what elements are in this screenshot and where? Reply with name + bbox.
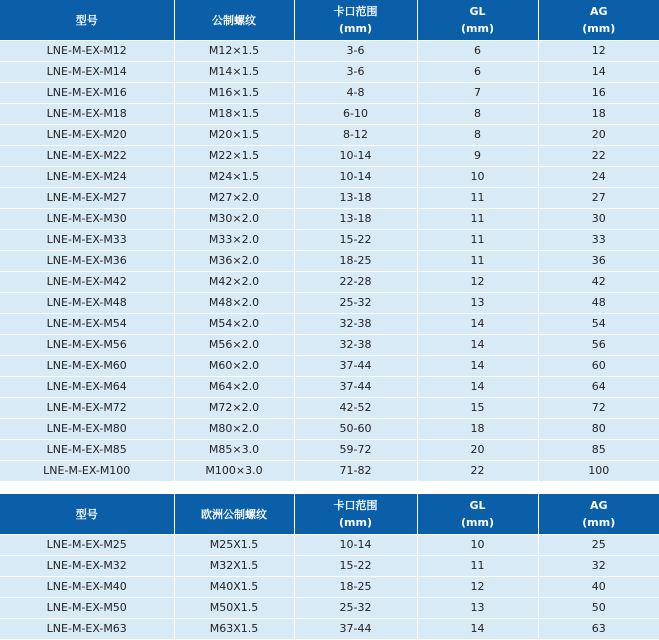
cell-clamp-range: 8-12 [294,125,417,146]
column-header-ag [538,494,659,535]
cell-model: LNE-M-EX-M30 [0,209,174,230]
cell-thread: M42×2.0 [174,272,294,293]
cell-model: LNE-M-EX-M50 [0,598,174,619]
column-header-clamp-range [294,494,417,535]
table-row [0,230,659,251]
table-body [0,41,659,482]
cell-gl: 6 [417,62,538,83]
table-row [0,577,659,598]
cell-gl: 20 [417,440,538,461]
cell-clamp-range: 50-60 [294,419,417,440]
cell-ag: 18 [538,104,659,125]
cell-model: LNE-M-EX-M63 [0,619,174,640]
column-header-thread [174,494,294,535]
cell-ag: 20 [538,125,659,146]
table-row [0,314,659,335]
cell-model: LNE-M-EX-M80 [0,419,174,440]
cell-thread: M40X1.5 [174,577,294,598]
cell-model: LNE-M-EX-M54 [0,314,174,335]
table-row [0,619,659,640]
cell-model: LNE-M-EX-M27 [0,188,174,209]
cell-clamp-range: 4-8 [294,83,417,104]
table-row [0,167,659,188]
cell-gl: 13 [417,598,538,619]
cell-gl: 11 [417,209,538,230]
table-row [0,41,659,62]
cell-model: LNE-M-EX-M64 [0,377,174,398]
cell-thread: M85×3.0 [174,440,294,461]
cell-ag: 25 [538,535,659,556]
cell-model: LNE-M-EX-M33 [0,230,174,251]
cell-gl: 22 [417,461,538,482]
column-header-label: 型号 [75,13,98,27]
cell-gl: 10 [417,167,538,188]
cell-clamp-range: 15-22 [294,230,417,251]
cell-gl: 14 [417,356,538,377]
european-thread-spec-table [0,494,659,640]
cell-clamp-range: 32-38 [294,314,417,335]
cell-clamp-range: 18-25 [294,251,417,272]
column-header-clamp-range [294,0,417,41]
cell-gl: 6 [417,41,538,62]
table-row [0,272,659,293]
table-row [0,461,659,482]
cell-clamp-range: 3-6 [294,41,417,62]
table-row [0,146,659,167]
cell-model: LNE-M-EX-M56 [0,335,174,356]
cell-thread: M14×1.5 [174,62,294,83]
table-row [0,556,659,577]
cell-clamp-range: 6-10 [294,104,417,125]
cell-ag: 12 [538,41,659,62]
cell-gl: 14 [417,335,538,356]
table-row [0,251,659,272]
cell-gl: 15 [417,398,538,419]
cell-model: LNE-M-EX-M22 [0,146,174,167]
cell-clamp-range: 10-14 [294,535,417,556]
cell-ag: 80 [538,419,659,440]
cell-thread: M60×2.0 [174,356,294,377]
table-row [0,377,659,398]
cell-thread: M25X1.5 [174,535,294,556]
cell-model: LNE-M-EX-M100 [0,461,174,482]
cell-gl: 11 [417,230,538,251]
cell-gl: 11 [417,188,538,209]
cell-model: LNE-M-EX-M12 [0,41,174,62]
cell-model: LNE-M-EX-M85 [0,440,174,461]
column-header-unit: (mm) [461,22,494,35]
cell-clamp-range: 37-44 [294,377,417,398]
cell-clamp-range: 10-14 [294,146,417,167]
column-header-unit: (mm) [582,516,616,529]
table-header [0,0,659,41]
cell-gl: 12 [417,272,538,293]
cell-ag: 48 [538,293,659,314]
cell-ag: 16 [538,83,659,104]
cell-ag: 33 [538,230,659,251]
cell-thread: M36×2.0 [174,251,294,272]
cell-thread: M18×1.5 [174,104,294,125]
table-row [0,83,659,104]
cell-clamp-range: 37-44 [294,619,417,640]
cell-model: LNE-M-EX-M72 [0,398,174,419]
cell-ag: 27 [538,188,659,209]
table-row [0,398,659,419]
column-header-label: GL [469,499,486,512]
cell-clamp-range: 3-6 [294,62,417,83]
cell-clamp-range: 13-18 [294,209,417,230]
cell-model: LNE-M-EX-M42 [0,272,174,293]
cell-model: LNE-M-EX-M24 [0,167,174,188]
column-header-gl [417,494,538,535]
cell-clamp-range: 37-44 [294,356,417,377]
cell-gl: 10 [417,535,538,556]
table-row [0,335,659,356]
cell-ag: 60 [538,356,659,377]
cell-gl: 8 [417,125,538,146]
table-row [0,188,659,209]
column-header-label: AG [589,5,608,18]
cell-thread: M32X1.5 [174,556,294,577]
cell-thread: M30×2.0 [174,209,294,230]
cell-thread: M33×2.0 [174,230,294,251]
cell-clamp-range: 25-32 [294,293,417,314]
column-header-label: 欧洲公制螺纹 [201,507,267,521]
table-row [0,209,659,230]
table-row [0,419,659,440]
column-header-thread [174,0,294,41]
cell-ag: 32 [538,556,659,577]
column-header-unit: (mm) [461,516,494,529]
column-header-label: AG [589,499,608,512]
cell-model: LNE-M-EX-M60 [0,356,174,377]
cell-model: LNE-M-EX-M32 [0,556,174,577]
cell-clamp-range: 59-72 [294,440,417,461]
table-row [0,440,659,461]
cell-model: LNE-M-EX-M48 [0,293,174,314]
column-header-ag [538,0,659,41]
cell-ag: 72 [538,398,659,419]
cell-ag: 50 [538,598,659,619]
cell-clamp-range: 71-82 [294,461,417,482]
cell-ag: 22 [538,146,659,167]
cell-thread: M27×2.0 [174,188,294,209]
cell-thread: M64×2.0 [174,377,294,398]
cell-thread: M12×1.5 [174,41,294,62]
cell-clamp-range: 42-52 [294,398,417,419]
cell-ag: 63 [538,619,659,640]
cell-clamp-range: 10-14 [294,167,417,188]
cell-thread: M16×1.5 [174,83,294,104]
table-body [0,535,659,640]
cell-thread: M20×1.5 [174,125,294,146]
cell-thread: M22×1.5 [174,146,294,167]
column-header-label: 型号 [75,507,98,521]
cell-clamp-range: 15-22 [294,556,417,577]
table-row [0,535,659,556]
table-row [0,125,659,146]
cell-gl: 11 [417,556,538,577]
table-row [0,356,659,377]
cell-ag: 24 [538,167,659,188]
cell-gl: 14 [417,619,538,640]
cell-thread: M48×2.0 [174,293,294,314]
cell-gl: 9 [417,146,538,167]
table-header [0,494,659,535]
cell-thread: M50X1.5 [174,598,294,619]
column-header-gl [417,0,538,41]
cell-model: LNE-M-EX-M20 [0,125,174,146]
cell-model: LNE-M-EX-M16 [0,83,174,104]
table-row [0,293,659,314]
cell-ag: 100 [538,461,659,482]
cell-clamp-range: 22-28 [294,272,417,293]
cell-clamp-range: 13-18 [294,188,417,209]
cell-ag: 40 [538,577,659,598]
cell-model: LNE-M-EX-M40 [0,577,174,598]
cell-ag: 64 [538,377,659,398]
column-header-label: 公制螺纹 [212,13,256,27]
column-header-label: 卡口范围 [333,499,378,512]
cell-thread: M80×2.0 [174,419,294,440]
cell-ag: 56 [538,335,659,356]
cell-ag: 36 [538,251,659,272]
cell-ag: 54 [538,314,659,335]
column-header-model [0,0,174,41]
cell-gl: 14 [417,314,538,335]
cell-ag: 42 [538,272,659,293]
cell-thread: M63X1.5 [174,619,294,640]
cell-thread: M54×2.0 [174,314,294,335]
cell-ag: 85 [538,440,659,461]
cell-gl: 7 [417,83,538,104]
cell-ag: 14 [538,62,659,83]
table-row [0,62,659,83]
cell-model: LNE-M-EX-M25 [0,535,174,556]
cell-gl: 18 [417,419,538,440]
column-header-unit: (mm) [339,516,372,529]
column-header-model [0,494,174,535]
cell-model: LNE-M-EX-M36 [0,251,174,272]
cell-clamp-range: 32-38 [294,335,417,356]
cell-gl: 12 [417,577,538,598]
cell-ag: 30 [538,209,659,230]
cell-gl: 13 [417,293,538,314]
cell-gl: 8 [417,104,538,125]
cell-thread: M24×1.5 [174,167,294,188]
table-row [0,598,659,619]
table-row [0,104,659,125]
column-header-label: GL [469,5,486,18]
cell-clamp-range: 25-32 [294,598,417,619]
cell-thread: M72×2.0 [174,398,294,419]
column-header-unit: (mm) [582,22,616,35]
cell-clamp-range: 18-25 [294,577,417,598]
cell-gl: 14 [417,377,538,398]
cell-thread: M56×2.0 [174,335,294,356]
column-header-label: 卡口范围 [333,5,378,18]
column-header-unit: (mm) [339,22,372,35]
cell-model: LNE-M-EX-M18 [0,104,174,125]
cell-thread: M100×3.0 [174,461,294,482]
cell-gl: 11 [417,251,538,272]
cell-model: LNE-M-EX-M14 [0,62,174,83]
